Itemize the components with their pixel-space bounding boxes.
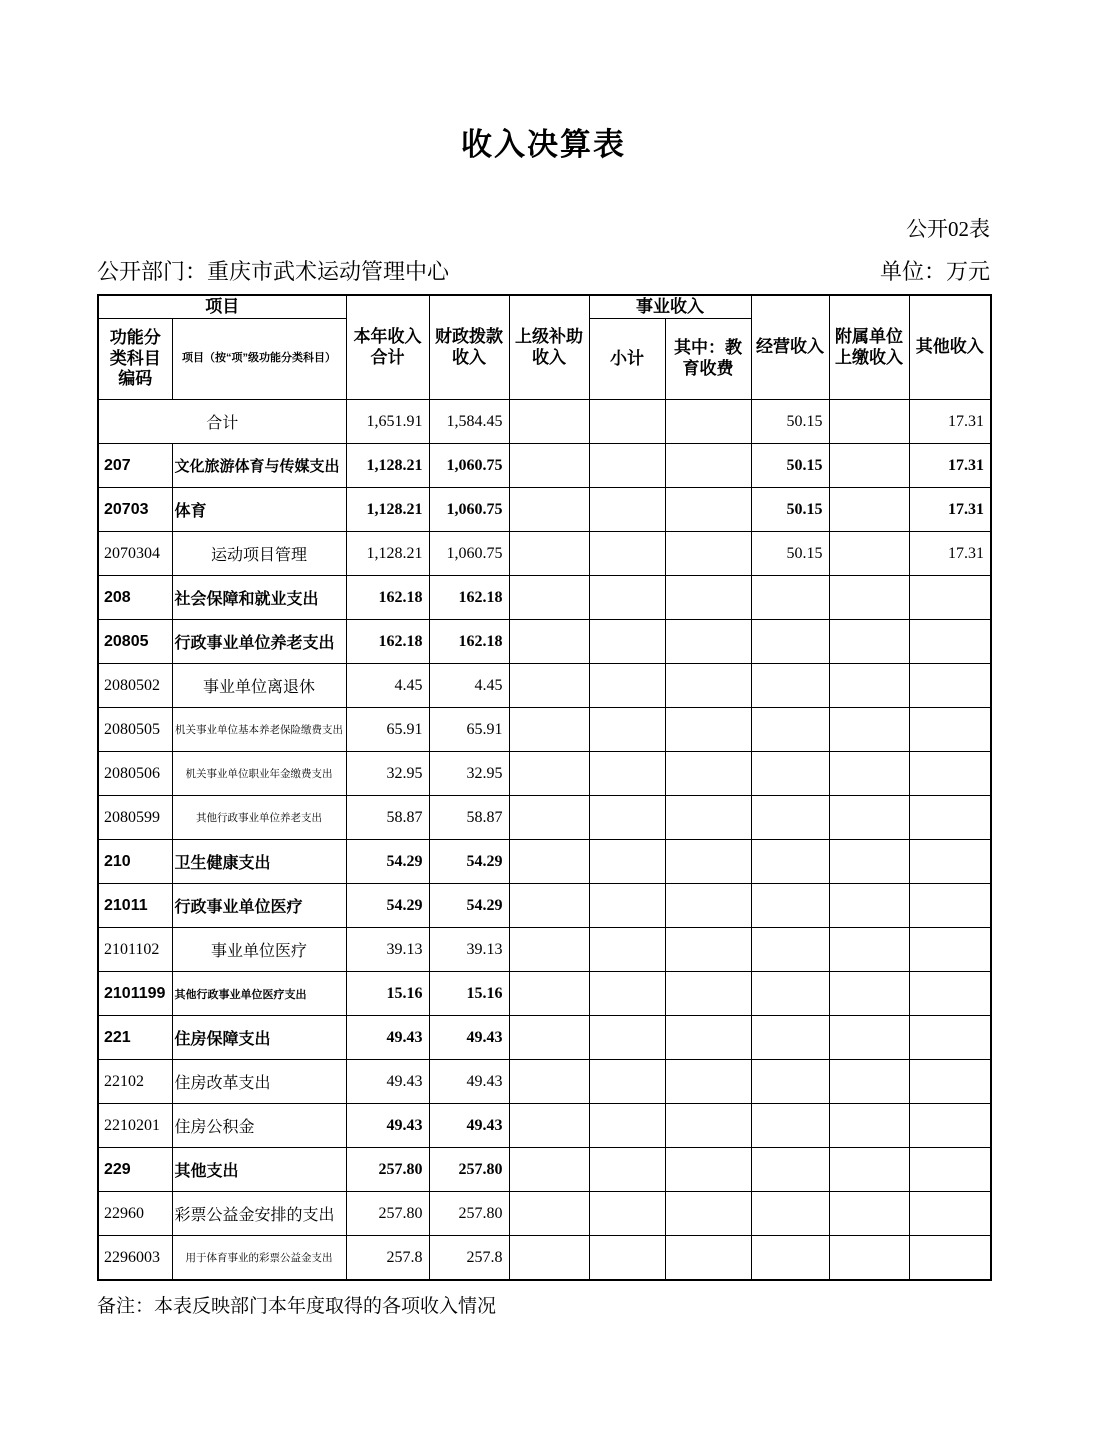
business-subtotal-cell (589, 972, 665, 1016)
business-subtotal-cell (589, 752, 665, 796)
annual-total-cell: 15.16 (346, 972, 429, 1016)
superior-subsidy-cell (509, 1192, 589, 1236)
operating-income-cell (751, 1060, 829, 1104)
superior-subsidy-cell (509, 576, 589, 620)
business-subtotal-cell (589, 444, 665, 488)
function-code-cell: 229 (98, 1148, 172, 1192)
education-fees-cell (665, 708, 751, 752)
meta-row (97, 258, 990, 286)
item-name-cell: 其他行政事业单位医疗支出 (172, 972, 346, 1016)
business-subtotal-cell (589, 664, 665, 708)
business-subtotal-cell (589, 576, 665, 620)
other-income-cell (909, 576, 991, 620)
fiscal-allocation-cell: 58.87 (429, 796, 509, 840)
page-title: 收入决算表 (461, 127, 626, 162)
affiliated-remittance-cell (829, 532, 909, 576)
table-row (98, 664, 991, 708)
affiliated-remittance-cell (829, 620, 909, 664)
fiscal-allocation-cell: 4.45 (429, 664, 509, 708)
affiliated-remittance-cell (829, 840, 909, 884)
table-row (98, 1104, 991, 1148)
fiscal-allocation-cell: 32.95 (429, 752, 509, 796)
education-fees-cell (665, 532, 751, 576)
table-row (98, 752, 991, 796)
other-income-cell (909, 1104, 991, 1148)
function-code-cell: 20703 (98, 488, 172, 532)
superior-subsidy-cell (509, 708, 589, 752)
function-code-cell: 2080505 (98, 708, 172, 752)
fiscal-allocation-cell: 1,060.75 (429, 444, 509, 488)
annual-total-cell: 32.95 (346, 752, 429, 796)
fiscal-allocation-cell: 1,060.75 (429, 488, 509, 532)
table-row (98, 400, 991, 444)
table-row (98, 840, 991, 884)
business-subtotal-cell (589, 1236, 665, 1281)
item-name-cell: 事业单位医疗 (172, 928, 346, 972)
table-code-label: 公开02表 (906, 217, 990, 241)
other-income-cell (909, 1148, 991, 1192)
function-code-cell: 2101102 (98, 928, 172, 972)
operating-income-cell: 50.15 (751, 400, 829, 444)
item-name-cell: 体育 (172, 488, 346, 532)
item-name-cell: 住房公积金 (172, 1104, 346, 1148)
business-subtotal-cell (589, 1016, 665, 1060)
operating-income-cell (751, 796, 829, 840)
education-fees-cell (665, 752, 751, 796)
business-subtotal-cell (589, 928, 665, 972)
function-code-cell: 210 (98, 840, 172, 884)
superior-subsidy-cell (509, 1104, 589, 1148)
function-code-cell: 2101199 (98, 972, 172, 1016)
education-fees-cell (665, 664, 751, 708)
education-fees-cell (665, 576, 751, 620)
header-operating-income: 经营收入 (751, 295, 829, 400)
operating-income-cell: 50.15 (751, 488, 829, 532)
item-name-cell: 事业单位离退休 (172, 664, 346, 708)
annual-total-cell: 4.45 (346, 664, 429, 708)
other-income-cell (909, 1060, 991, 1104)
note-text: 备注：本表反映部门本年度取得的各项收入情况 (97, 1296, 497, 1317)
function-code-cell: 20805 (98, 620, 172, 664)
function-code-cell: 22960 (98, 1192, 172, 1236)
education-fees-cell (665, 488, 751, 532)
annual-total-cell: 1,128.21 (346, 488, 429, 532)
fiscal-allocation-cell: 257.8 (429, 1236, 509, 1281)
function-code-cell: 208 (98, 576, 172, 620)
function-code-cell: 22102 (98, 1060, 172, 1104)
header-row-top (98, 295, 991, 319)
item-name-cell: 合计 (98, 400, 346, 444)
header-project-group: 项目 (98, 295, 346, 319)
annual-total-cell: 58.87 (346, 796, 429, 840)
affiliated-remittance-cell (829, 1236, 909, 1281)
other-income-cell (909, 664, 991, 708)
operating-income-cell (751, 884, 829, 928)
annual-total-cell: 257.80 (346, 1192, 429, 1236)
function-code-cell: 2070304 (98, 532, 172, 576)
superior-subsidy-cell (509, 620, 589, 664)
education-fees-cell (665, 1192, 751, 1236)
annual-total-cell: 162.18 (346, 620, 429, 664)
department-label: 公开部门：重庆市武术运动管理中心 (97, 259, 450, 284)
item-name-cell: 住房改革支出 (172, 1060, 346, 1104)
header-other-income: 其他收入 (909, 295, 991, 400)
other-income-cell: 17.31 (909, 444, 991, 488)
operating-income-cell (751, 1236, 829, 1281)
item-name-cell: 运动项目管理 (172, 532, 346, 576)
function-code-cell: 2080502 (98, 664, 172, 708)
fiscal-allocation-cell: 54.29 (429, 884, 509, 928)
annual-total-cell: 65.91 (346, 708, 429, 752)
operating-income-cell (751, 1104, 829, 1148)
other-income-cell (909, 928, 991, 972)
superior-subsidy-cell (509, 1148, 589, 1192)
education-fees-cell (665, 840, 751, 884)
fiscal-allocation-cell: 49.43 (429, 1104, 509, 1148)
superior-subsidy-cell (509, 1016, 589, 1060)
item-name-cell: 其他行政事业单位养老支出 (172, 796, 346, 840)
fiscal-allocation-cell: 49.43 (429, 1060, 509, 1104)
annual-total-cell: 162.18 (346, 576, 429, 620)
business-subtotal-cell (589, 1192, 665, 1236)
affiliated-remittance-cell (829, 972, 909, 1016)
header-function-code: 功能分类科目编码 (98, 319, 172, 400)
other-income-cell (909, 796, 991, 840)
function-code-cell: 21011 (98, 884, 172, 928)
fiscal-allocation-cell: 65.91 (429, 708, 509, 752)
item-name-cell: 卫生健康支出 (172, 840, 346, 884)
education-fees-cell (665, 1148, 751, 1192)
superior-subsidy-cell (509, 1060, 589, 1104)
business-subtotal-cell (589, 1148, 665, 1192)
business-subtotal-cell (589, 1060, 665, 1104)
table-row (98, 928, 991, 972)
education-fees-cell (665, 400, 751, 444)
other-income-cell (909, 840, 991, 884)
item-name-cell: 行政事业单位医疗 (172, 884, 346, 928)
superior-subsidy-cell (509, 752, 589, 796)
education-fees-cell (665, 1060, 751, 1104)
fiscal-allocation-cell: 54.29 (429, 840, 509, 884)
header-item-name: 项目（按“项”级功能分类科目） (172, 319, 346, 400)
header-business-subtotal: 小计 (589, 319, 665, 400)
table-row (98, 708, 991, 752)
operating-income-cell (751, 1148, 829, 1192)
education-fees-cell (665, 928, 751, 972)
operating-income-cell (751, 840, 829, 884)
business-subtotal-cell (589, 796, 665, 840)
operating-income-cell: 50.15 (751, 532, 829, 576)
other-income-cell: 17.31 (909, 488, 991, 532)
affiliated-remittance-cell (829, 884, 909, 928)
business-subtotal-cell (589, 840, 665, 884)
education-fees-cell (665, 1236, 751, 1281)
annual-total-cell: 1,128.21 (346, 444, 429, 488)
other-income-cell (909, 1016, 991, 1060)
table-row (98, 1192, 991, 1236)
affiliated-remittance-cell (829, 928, 909, 972)
other-income-cell (909, 1236, 991, 1281)
superior-subsidy-cell (509, 1236, 589, 1281)
operating-income-cell (751, 708, 829, 752)
fiscal-allocation-cell: 162.18 (429, 576, 509, 620)
fiscal-allocation-cell: 15.16 (429, 972, 509, 1016)
education-fees-cell (665, 620, 751, 664)
affiliated-remittance-cell (829, 664, 909, 708)
table-row (98, 796, 991, 840)
table-row (98, 884, 991, 928)
unit-label: 单位：万元 (879, 259, 990, 284)
annual-total-cell: 49.43 (346, 1016, 429, 1060)
header-fiscal-allocation: 财政拨款收入 (429, 295, 509, 400)
fiscal-allocation-cell: 49.43 (429, 1016, 509, 1060)
superior-subsidy-cell (509, 796, 589, 840)
superior-subsidy-cell (509, 928, 589, 972)
fiscal-allocation-cell: 1,060.75 (429, 532, 509, 576)
header-affiliated-remittance: 附属单位上缴收入 (829, 295, 909, 400)
item-name-cell: 彩票公益金安排的支出 (172, 1192, 346, 1236)
superior-subsidy-cell (509, 884, 589, 928)
fiscal-allocation-cell: 257.80 (429, 1148, 509, 1192)
table-row (98, 1148, 991, 1192)
table-row (98, 972, 991, 1016)
annual-total-cell: 49.43 (346, 1104, 429, 1148)
table-row (98, 444, 991, 488)
operating-income-cell: 50.15 (751, 444, 829, 488)
annual-total-cell: 257.80 (346, 1148, 429, 1192)
superior-subsidy-cell (509, 972, 589, 1016)
superior-subsidy-cell (509, 532, 589, 576)
function-code-cell: 2080599 (98, 796, 172, 840)
operating-income-cell (751, 1192, 829, 1236)
education-fees-cell (665, 444, 751, 488)
table-row (98, 576, 991, 620)
business-subtotal-cell (589, 1104, 665, 1148)
table-body (98, 400, 991, 1281)
table-row (98, 1236, 991, 1281)
item-name-cell: 其他支出 (172, 1148, 346, 1192)
education-fees-cell (665, 884, 751, 928)
business-subtotal-cell (589, 532, 665, 576)
annual-total-cell: 1,651.91 (346, 400, 429, 444)
operating-income-cell (751, 664, 829, 708)
header-education-fees: 其中：教育收费 (665, 319, 751, 400)
annual-total-cell: 54.29 (346, 884, 429, 928)
affiliated-remittance-cell (829, 1148, 909, 1192)
table-row (98, 1016, 991, 1060)
affiliated-remittance-cell (829, 400, 909, 444)
function-code-cell: 207 (98, 444, 172, 488)
other-income-cell (909, 708, 991, 752)
affiliated-remittance-cell (829, 444, 909, 488)
operating-income-cell (751, 752, 829, 796)
education-fees-cell (665, 972, 751, 1016)
fiscal-allocation-cell: 257.80 (429, 1192, 509, 1236)
fiscal-allocation-cell: 39.13 (429, 928, 509, 972)
item-name-cell: 机关事业单位基本养老保险缴费支出 (172, 708, 346, 752)
income-table (97, 294, 992, 1281)
affiliated-remittance-cell (829, 796, 909, 840)
superior-subsidy-cell (509, 840, 589, 884)
fiscal-allocation-cell: 1,584.45 (429, 400, 509, 444)
other-income-cell (909, 1192, 991, 1236)
affiliated-remittance-cell (829, 576, 909, 620)
affiliated-remittance-cell (829, 1192, 909, 1236)
table-row (98, 532, 991, 576)
fiscal-allocation-cell: 162.18 (429, 620, 509, 664)
function-code-cell: 2210201 (98, 1104, 172, 1148)
table-row (98, 620, 991, 664)
business-subtotal-cell (589, 488, 665, 532)
business-subtotal-cell (589, 400, 665, 444)
other-income-cell (909, 620, 991, 664)
affiliated-remittance-cell (829, 1016, 909, 1060)
business-subtotal-cell (589, 884, 665, 928)
superior-subsidy-cell (509, 444, 589, 488)
affiliated-remittance-cell (829, 708, 909, 752)
operating-income-cell (751, 1016, 829, 1060)
education-fees-cell (665, 796, 751, 840)
other-income-cell (909, 884, 991, 928)
function-code-cell: 2080506 (98, 752, 172, 796)
item-name-cell: 机关事业单位职业年金缴费支出 (172, 752, 346, 796)
operating-income-cell (751, 576, 829, 620)
business-subtotal-cell (589, 620, 665, 664)
item-name-cell: 文化旅游体育与传媒支出 (172, 444, 346, 488)
other-income-cell (909, 752, 991, 796)
header-annual-total: 本年收入合计 (346, 295, 429, 400)
other-income-cell (909, 972, 991, 1016)
function-code-cell: 221 (98, 1016, 172, 1060)
business-subtotal-cell (589, 708, 665, 752)
education-fees-cell (665, 1016, 751, 1060)
annual-total-cell: 257.8 (346, 1236, 429, 1281)
education-fees-cell (665, 1104, 751, 1148)
affiliated-remittance-cell (829, 752, 909, 796)
affiliated-remittance-cell (829, 1104, 909, 1148)
item-name-cell: 社会保障和就业支出 (172, 576, 346, 620)
annual-total-cell: 39.13 (346, 928, 429, 972)
superior-subsidy-cell (509, 664, 589, 708)
other-income-cell: 17.31 (909, 532, 991, 576)
operating-income-cell (751, 620, 829, 664)
item-name-cell: 住房保障支出 (172, 1016, 346, 1060)
header-business-income-group: 事业收入 (589, 295, 751, 319)
affiliated-remittance-cell (829, 488, 909, 532)
header-superior-subsidy: 上级补助收入 (509, 295, 589, 400)
item-name-cell: 用于体育事业的彩票公益金支出 (172, 1236, 346, 1281)
operating-income-cell (751, 972, 829, 1016)
other-income-cell: 17.31 (909, 400, 991, 444)
superior-subsidy-cell (509, 488, 589, 532)
table-header (98, 295, 991, 400)
superior-subsidy-cell (509, 400, 589, 444)
annual-total-cell: 54.29 (346, 840, 429, 884)
function-code-cell: 2296003 (98, 1236, 172, 1281)
table-row (98, 488, 991, 532)
operating-income-cell (751, 928, 829, 972)
page-content (97, 0, 990, 1319)
item-name-cell: 行政事业单位养老支出 (172, 620, 346, 664)
affiliated-remittance-cell (829, 1060, 909, 1104)
annual-total-cell: 49.43 (346, 1060, 429, 1104)
annual-total-cell: 1,128.21 (346, 532, 429, 576)
table-row (98, 1060, 991, 1104)
